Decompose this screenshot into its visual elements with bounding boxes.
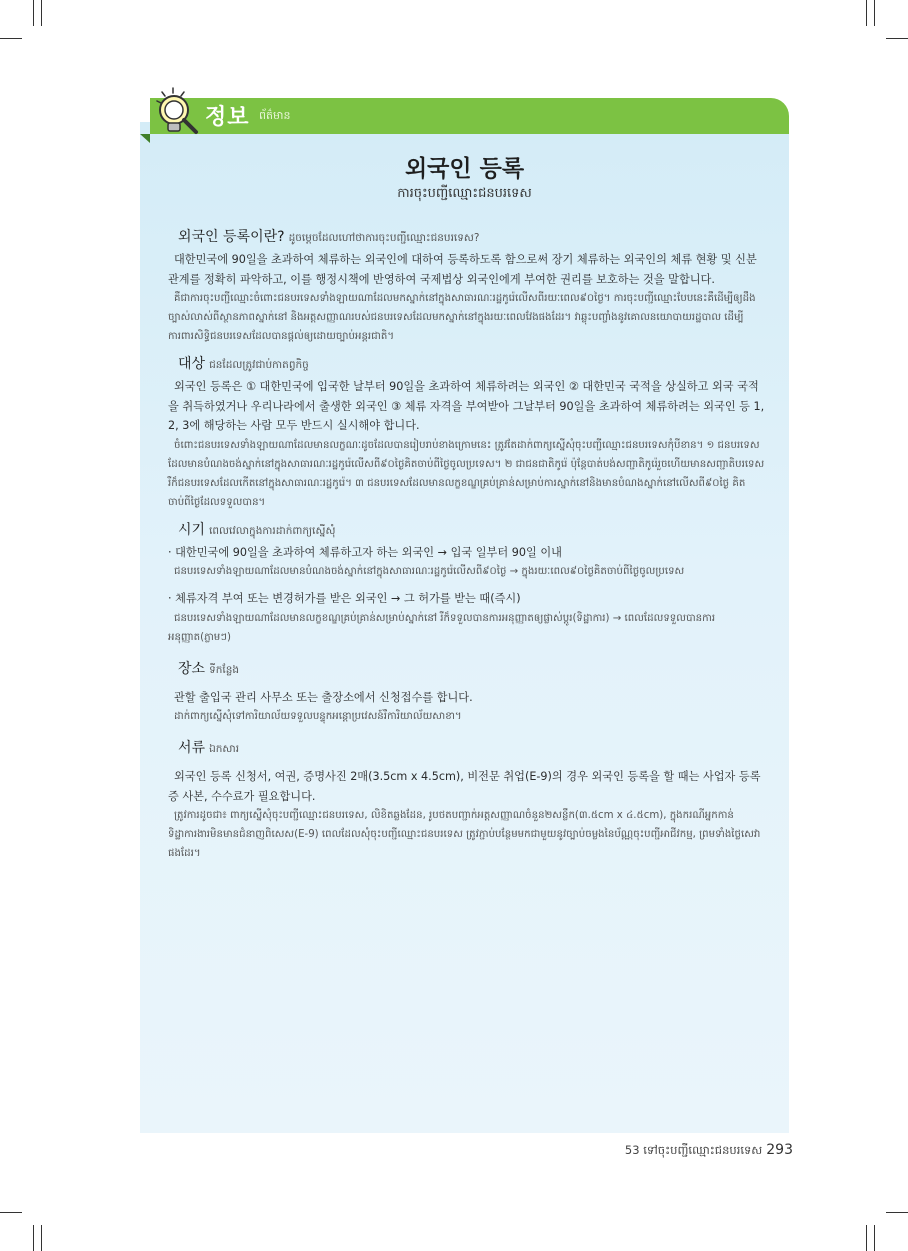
crop-mark	[886, 1212, 908, 1213]
heading-km: ពេលវេលាក្នុងការដាក់ពាក្យស្នើសុំ	[209, 524, 336, 537]
paragraph-km: ដាក់ពាក្យស្នើសុំទៅការិយាល័យទទួលបន្ទុកអន្តោប្រវេសន៍រឺការិយាល័យសាខា។	[174, 711, 462, 722]
section-timing	[168, 520, 766, 647]
bullet-ko: · 대한민국에 90일을 초과하여 체류하고자 하는 외국인 → 입국 일부터 90일 이내	[168, 545, 562, 559]
heading-km: ឯកសារ	[209, 743, 240, 755]
paragraph-ko: 외국인 등록은 ① 대한민국에 입국한 날부터 90일을 초과하여 체류하려는 외국인 ② 대한민국 국적을 상실하고 외국 국적을 취득하였거나 우리나라에서 출생한 외국인 ③ 체류 자격을 부여받아 그날부터 90일을 초과하여 체류하려는 외국인 등 1, 2, 3에 해당하는 사람 모두 반드시 실시해야 합니다.	[168, 380, 765, 432]
crop-mark	[0, 38, 22, 39]
page-footer	[600, 1142, 793, 1160]
header-subtitle: ព័ត៌មាន	[259, 109, 291, 122]
tab-fold	[140, 134, 150, 143]
heading-km: ទីកន្លែង	[209, 663, 240, 676]
heading-ko: 장소	[178, 660, 206, 677]
heading-ko: 서류	[178, 740, 206, 756]
section-what	[168, 227, 766, 346]
paragraph-km: ត្រូវការដូចជា៖ ពាក្យស្នើសុំចុះបញ្ជីឈ្មោះជនបរទេស, លិខិតឆ្លងដែន, រូបថតបញ្ជាក់អត្តសញ្ញាណចំនួន២សន្លឹក(៣.៥cm x ៤.៥cm), ក្នុងករណីអ្នកកាន់ទិដ្ឋាការងារមិនមានជំនាញពិសេស(E-9) ពេលដែលសុំចុះបញ្ជីឈ្មោះជនបរទេស ត្រូវភ្ជាប់បន្ថែមមកជាមួយនូវច្បាប់ចម្លងនៃប័ណ្ណចុះបញ្ជីអាជីវកម្ម, ព្រមទាំងថ្លៃសេវាផងដែរ។	[168, 810, 761, 859]
crop-mark	[33, 0, 34, 26]
section-heading	[178, 354, 766, 375]
crop-mark	[874, 0, 875, 26]
section-heading	[178, 227, 766, 248]
crop-mark	[874, 1225, 875, 1251]
heading-ko: 대상	[178, 356, 206, 372]
header-title: 정보	[205, 105, 250, 130]
section-heading	[178, 659, 766, 680]
page-subtitle: ការចុះបញ្ជីឈ្មោះជនបរទេស	[397, 186, 532, 201]
paragraph-ko: 대한민국에 90일을 초과하여 체류하는 외국인에 대하여 등록하도록 함으로써 장기 체류하는 외국인의 체류 현황 및 신분 관계를 정확히 파악하고, 이를 행정시책에 반영하여 국제법상 외국인에게 부여한 권리를 보호하는 것을 말합니다.	[168, 253, 757, 286]
section-documents	[168, 738, 766, 863]
bullet-km: ជនបរទេសទាំងឡាយណាដែលមានលក្ខខណ្ឌគ្រប់គ្រាន់សម្រាប់ស្នាក់នៅ រឺក៏ទទួលបានការអនុញ្ញាតឲ្យផ្លាស់ប្តូរ(ទិដ្ឋាការ) → ពេលដែលទទួលបានការអនុញ្ញាត(ភ្លាមៗ)	[168, 612, 716, 643]
heading-ko: 시기	[178, 521, 206, 538]
crop-mark	[866, 1225, 867, 1251]
bullet-km: ជនបរទេសទាំងឡាយណាដែលមានបំណងចង់ស្នាក់នៅក្នុងសាធារណៈរដ្ឋកូរ៉េលើសពី៩០ថ្ងៃ → ក្នុងរយៈពេល៩០ថ្ងៃគិតចាប់ពីថ្ងៃចូលប្រទេស	[174, 566, 685, 577]
crop-mark	[886, 38, 908, 39]
heading-km: ដូចម្តេចដែលហៅថាការចុះបញ្ជីឈ្មោះជនបរទេស?	[288, 232, 480, 244]
page-number: 293	[766, 1142, 793, 1158]
section-heading	[178, 520, 766, 541]
paragraph-km: គឺជាការចុះបញ្ជីឈ្មោះចំពោះជនបរទេសទាំងឡាយណាដែលមកស្នាក់នៅក្នុងសាធារណៈរដ្ឋកូរ៉េលើសពីរយៈពេល៩០ថ្ងៃ។ ការចុះបញ្ជីឈ្មោះបែបនេះគឺដើម្បីឲ្យដឹងច្បាស់លាស់ពីស្ថានភាពស្នាក់នៅ និងអត្តសញ្ញាណរបស់ជនបរទេសដែលមកស្នាក់នៅក្នុងរយៈពេលវែងផងដែរ។ វាឆ្លុះបញ្ចាំងនូវគោលនយោបាយរដ្ឋបាល ដើម្បីការពារសិទ្ធិជនបរទេសដែលបានផ្តល់ឲ្យដោយច្បាប់អន្តរជាតិ។	[168, 293, 756, 342]
crop-mark	[41, 1225, 42, 1251]
crop-mark	[866, 0, 867, 26]
paragraph-ko: 외국인 등록 신청서, 여권, 증명사진 2매(3.5cm x 4.5cm), 비전문 취업(E-9)의 경우 외국인 등록을 할 때는 사업자 등록증 사본, 수수료가 필요합니다.	[168, 770, 761, 803]
footer-chapter: 53 ទៅចុះបញ្ជីឈ្មោះជនបរទេស	[624, 1143, 763, 1157]
paragraph-km: ចំពោះជនបរទេសទាំងឡាយណាដែលមានលក្ខណៈដូចដែលបានរៀបរាប់ខាងក្រោមនេះ ត្រូវតែដាក់ពាក្យស្នើសុំចុះបញ្ជីឈ្មោះជនបរទេសកុំបីខាន។ ១ ជនបរទេសដែលមានបំណងចង់ស្នាក់នៅក្នុងសាធារណៈរដ្ឋកូរ៉េលើសពី៩០ថ្ងៃគិតចាប់ពីថ្ងៃចូលប្រទេស។ ២ ជាជនជាតិកូរ៉េ ប៉ុន្តែបាត់បង់សញ្ជាតិកូរ៉េរួចហើយមានសញ្ជាតិបរទេស រឺក៏ជនបរទេសដែលកើតនៅក្នុងសាធារណៈរដ្ឋកូរ៉េ។ ៣ ជនបរទេសដែលមានលក្ខខណ្ឌគ្រប់គ្រាន់សម្រាប់ការស្នាក់នៅនិងមានបំណងស្នាក់នៅលើសពី៩០ថ្ងៃ គិតចាប់ពីថ្ងៃដែលទទួលបាន។	[168, 439, 765, 508]
section-target	[168, 354, 766, 512]
paragraph-ko: 관할 출입국 관리 사무소 또는 출장소에서 신청접수를 합니다.	[174, 690, 473, 704]
heading-ko: 외국인 등록이란?	[178, 229, 285, 245]
crop-mark	[0, 1212, 22, 1213]
main-content	[168, 227, 766, 863]
section-place	[168, 659, 766, 727]
crop-mark	[41, 0, 42, 26]
bullet-ko: · 체류자격 부여 또는 변경허가를 받은 외국인 → 그 허가를 받는 때(즉시)	[168, 592, 521, 605]
section-heading	[178, 738, 766, 759]
page-title: 외국인 등록	[404, 156, 525, 182]
heading-km: ជនដែលត្រូវជាប់កាតព្វកិច្ច	[209, 359, 309, 371]
lightbulb-magnifier-icon	[153, 86, 209, 142]
crop-mark	[33, 1225, 34, 1251]
